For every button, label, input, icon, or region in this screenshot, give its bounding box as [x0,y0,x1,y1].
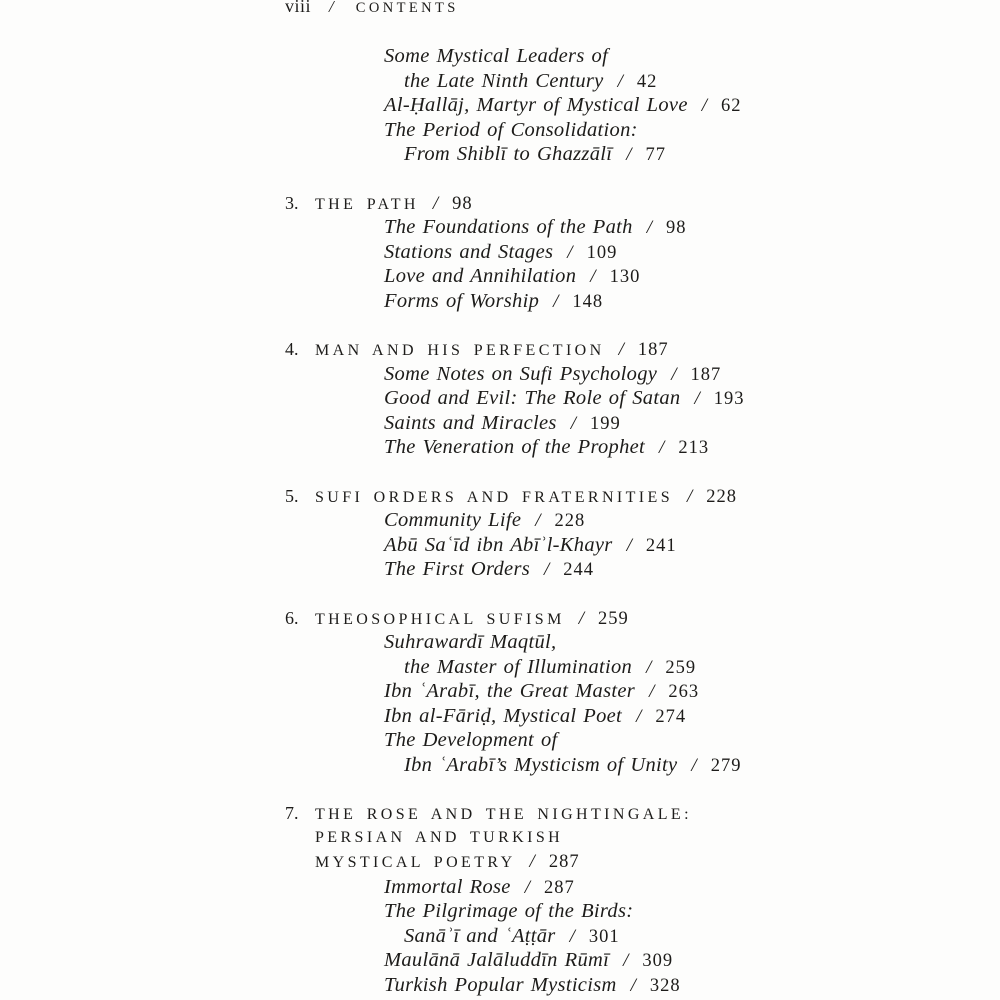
page-number: 301 [588,926,620,947]
toc-title: Saints and Miracles [384,411,557,434]
toc-entry-line [0,826,1000,851]
toc-entry-line [0,508,1000,533]
toc-title: PERSIAN AND TURKISH [315,828,564,846]
chapter-number: 4. [285,339,299,359]
toc-section [0,484,1000,582]
page-number: 274 [655,706,687,727]
page-number: 77 [645,145,667,165]
page-separator: / [578,607,584,629]
page-separator: / [535,510,541,531]
toc-entry-line [0,557,1000,582]
toc-entry-line [0,435,1000,460]
toc-title: MYSTICAL POETRY [315,854,516,871]
toc-entry-line [0,533,1000,558]
toc-entry-line [0,69,1000,94]
page-separator: / [623,950,629,971]
page-separator: / [691,754,697,776]
page-number: 241 [645,535,677,556]
toc-entry-line [0,728,1000,753]
page-separator: / [618,339,624,360]
toc-title: Love and Annihilation [384,265,577,287]
running-header [285,0,459,17]
page-number: 130 [609,267,641,287]
toc-entry-line [0,679,1000,704]
page-separator: / [687,485,693,507]
toc-section [0,191,1000,314]
toc-title: the Late Ninth Century [404,69,604,92]
toc-entry-line [0,704,1000,729]
page-number: 259 [665,657,697,678]
page-number: 263 [668,682,700,702]
toc-title: The Foundations of the Path [384,216,633,238]
toc-entry-line [0,630,1000,655]
toc-title: Al-Ḥallāj, Martyr of Mystical Love [384,94,688,116]
toc-title: the Master of Illumination [404,655,633,678]
toc-section [0,44,1000,167]
page-number: 259 [597,608,629,629]
toc-title: MAN AND HIS PERFECTION [315,342,605,359]
page-separator: / [569,925,575,947]
page-separator: / [617,70,623,92]
page-separator: / [671,363,677,385]
toc-title: The Pilgrimage of the Birds: [384,900,634,922]
toc-title: Stations and Stages [384,240,554,263]
folio-page-number: viii [285,0,312,16]
page-number: 287 [548,852,580,872]
page-number: 213 [678,438,710,458]
table-of-contents [0,18,1000,997]
chapter-number: 7. [285,803,299,823]
toc-title: Suhrawardī Maqtūl, [384,631,557,653]
toc-entry-line [0,118,1000,143]
page-number: 187 [637,340,669,360]
page-separator: / [432,192,439,214]
toc-entry-line [0,899,1000,924]
toc-entry-line [0,875,1000,900]
page-separator: / [694,388,700,409]
toc-title: Sanāʾī and ʿAṭṭār [404,924,556,947]
page-separator: / [646,217,652,238]
toc-chapter-line [0,337,1000,362]
toc-title: Maulānā Jalāluddīn Rūmī [384,949,610,971]
toc-entry-line [0,240,1000,265]
toc-title: Some Mystical Leaders of [384,45,609,67]
toc-entry-line [0,44,1000,69]
toc-title: The Period of Consolidation: [384,118,638,141]
page-number: 98 [452,193,473,214]
header-separator: / [329,0,334,16]
toc-title: Ibn ʿArabī, the Great Master [384,680,636,702]
toc-title: Ibn ʿArabī’s Mysticism of Unity [404,753,678,776]
toc-entry-line [0,973,1000,998]
toc-title: Community Life [384,509,522,531]
toc-title: From Shiblī to Ghazzālī [404,143,613,165]
toc-title: The Veneration of the Prophet [384,436,646,458]
toc-chapter-line [0,801,1000,826]
toc-entry-line [0,924,1000,949]
page-number: 98 [665,218,687,238]
page-separator: / [567,241,573,263]
toc-title: Ibn al-Fāriḍ, Mystical Poet [384,704,623,727]
page-number: 309 [642,951,674,971]
header-title: CONTENTS [355,0,459,16]
page-number: 228 [706,486,738,507]
toc-title: THE ROSE AND THE NIGHTINGALE: [315,806,692,823]
page-separator: / [524,876,530,898]
toc-chapter-line [0,606,1000,631]
chapter-number: 6. [285,607,299,628]
page-separator: / [646,656,652,678]
page-separator: / [626,534,632,556]
toc-title: Immortal Rose [384,875,511,898]
page-separator: / [701,95,708,116]
page-separator: / [544,559,550,580]
toc-title: The First Orders [384,558,530,580]
toc-entry-line [0,655,1000,680]
toc-entry-line [0,362,1000,387]
page-separator: / [630,974,636,996]
toc-title: Some Notes on Sufi Psychology [384,362,658,385]
page-separator: / [553,290,559,312]
toc-title: SUFI ORDERS AND FRATERNITIES [315,488,674,506]
chapter-number: 5. [285,485,299,506]
page-number: 279 [710,755,742,776]
toc-title: The Development of [384,729,558,751]
page-separator: / [529,851,535,872]
toc-chapter-line [0,484,1000,509]
toc-entry-line [0,753,1000,778]
toc-entry-line [0,850,1000,875]
page-separator: / [649,681,655,702]
toc-title: Good and Evil: The Role of Satan [384,387,681,409]
page-number: 287 [543,877,575,898]
page-number: 109 [586,242,618,263]
page-separator: / [590,266,596,287]
toc-title: Abū Saʿīd ibn Abīʾl-Khayr [384,533,613,556]
page-number: 187 [690,364,722,385]
page-separator: / [659,437,665,458]
page-number: 148 [572,291,604,312]
toc-entry-line [0,93,1000,118]
page-separator: / [636,705,642,727]
toc-title: THE PATH [315,195,419,213]
toc-section [0,606,1000,778]
page-separator: / [626,144,632,165]
page-number: 62 [721,96,742,116]
toc-entry-line [0,264,1000,289]
page-number: 193 [713,389,745,409]
toc-entry-line [0,386,1000,411]
toc-entry-line [0,948,1000,973]
page-number: 199 [589,413,621,434]
toc-title: Forms of Worship [384,289,540,312]
toc-title: THEOSOPHICAL SUFISM [315,610,565,628]
page-number: 42 [636,71,658,92]
page-separator: / [570,412,576,434]
toc-section [0,337,1000,460]
chapter-number: 3. [285,192,299,213]
toc-chapter-line [0,191,1000,216]
page-number: 244 [563,560,595,580]
page-number: 228 [554,511,586,531]
page-number: 328 [649,975,681,996]
toc-title: Turkish Popular Mysticism [384,973,617,996]
toc-entry-line [0,215,1000,240]
toc-entry-line [0,142,1000,167]
toc-entry-line [0,411,1000,436]
toc-entry-line [0,289,1000,314]
toc-section [0,801,1000,997]
